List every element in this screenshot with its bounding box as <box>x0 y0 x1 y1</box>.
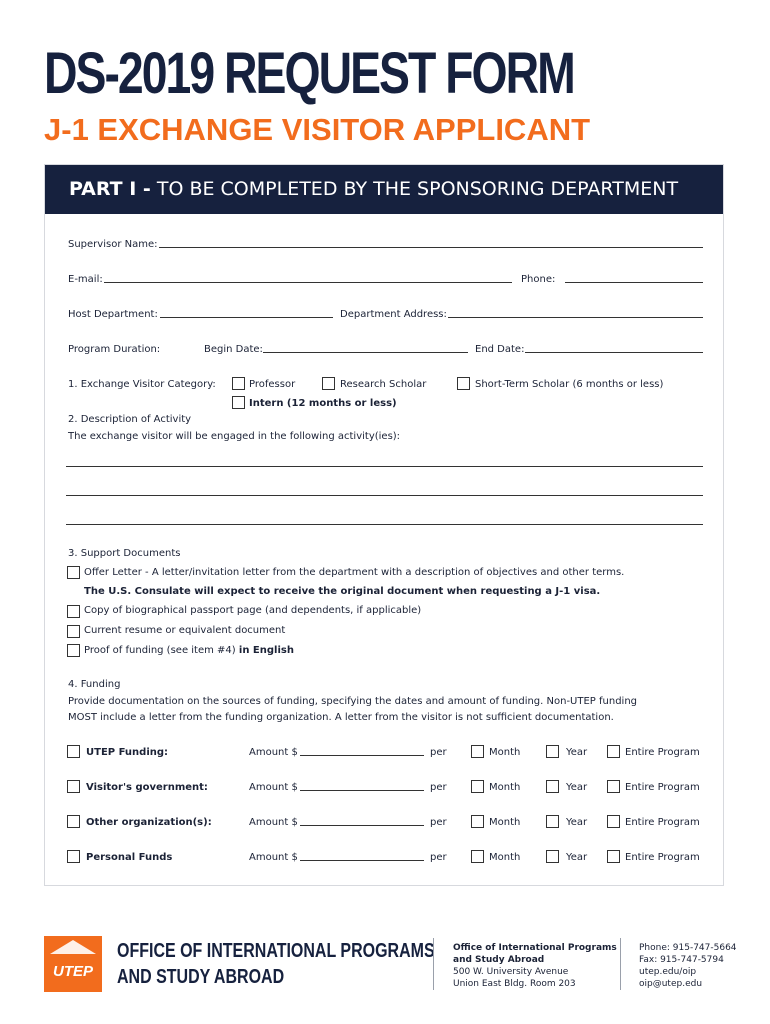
month-label: Month <box>489 747 521 758</box>
address-line-1: Office of International Programs <box>453 943 617 953</box>
short-term-scholar-label: Short-Term Scholar (6 months or less) <box>475 379 664 390</box>
activity-line-1[interactable] <box>66 466 703 467</box>
activity-instructions: The exchange visitor will be engaged in the following activity(ies): <box>68 431 401 442</box>
utep-logo-text: UTEP <box>52 963 94 980</box>
professor-checkbox[interactable] <box>232 377 245 390</box>
footer-fax: Fax: 915-747-5794 <box>639 955 724 965</box>
funding-description-2: MOST include a letter from the funding organization. A letter from the visitor is not sufficient documentation. <box>68 712 614 723</box>
amount-label: Amount $ <box>249 782 298 793</box>
end-date-field[interactable] <box>525 352 703 353</box>
other-organization-year-checkbox[interactable] <box>546 815 559 828</box>
utep-year-checkbox[interactable] <box>546 745 559 758</box>
offer-letter-label: Offer Letter - A letter/invitation letter from the department with a description of objectives and other terms. <box>84 567 625 578</box>
part-number: PART I - <box>69 178 151 200</box>
research-scholar-label: Research Scholar <box>340 379 427 390</box>
footer-contact <box>639 942 737 990</box>
utep-entire-program-checkbox[interactable] <box>607 745 620 758</box>
host-department-field[interactable] <box>160 317 333 318</box>
intern-checkbox[interactable] <box>232 396 245 409</box>
address-line-4: Union East Bldg. Room 203 <box>453 979 576 989</box>
visitor-government-entire-program-checkbox[interactable] <box>607 780 620 793</box>
visitor-government-amount-field[interactable] <box>300 790 424 791</box>
personal-funds-amount-field[interactable] <box>300 860 424 861</box>
department-address-field[interactable] <box>448 317 703 318</box>
year-label: Year <box>566 852 588 863</box>
footer-divider-1 <box>433 938 434 990</box>
footer-divider-2 <box>620 938 621 990</box>
personal-funds-year-checkbox[interactable] <box>546 850 559 863</box>
footer-org-line-2: AND STUDY ABROAD <box>117 966 285 988</box>
footer-org-line-1: OFFICE OF INTERNATIONAL PROGRAMS <box>117 940 435 962</box>
activity-heading: 2. Description of Activity <box>68 414 192 425</box>
form-subtitle: J-1 EXCHANGE VISITOR APPLICANT <box>44 112 591 147</box>
proof-funding-label <box>84 645 294 656</box>
begin-date-field[interactable] <box>263 352 468 353</box>
per-label: per <box>430 782 447 793</box>
year-label: Year <box>566 817 588 828</box>
address-line-3: 500 W. University Avenue <box>453 967 569 977</box>
passport-label: Copy of biographical passport page (and dependents, if applicable) <box>84 605 422 616</box>
other-organization-label: Other organization(s): <box>86 817 212 828</box>
amount-label: Amount $ <box>249 852 298 863</box>
proof-funding-text: Proof of funding (see item #4) <box>84 645 236 656</box>
year-label: Year <box>566 747 588 758</box>
per-label: per <box>430 852 447 863</box>
supervisor-name-label: Supervisor Name: <box>68 239 158 250</box>
offer-letter-checkbox[interactable] <box>67 566 80 579</box>
utep-logo <box>44 936 102 992</box>
supervisor-name-field[interactable] <box>159 247 703 248</box>
intern-label: Intern (12 months or less) <box>249 398 397 409</box>
activity-line-3[interactable] <box>66 524 703 525</box>
part-header <box>45 165 723 214</box>
funding-description-1: Provide documentation on the sources of funding, specifying the dates and amount of funding. Non-UTEP funding <box>68 696 638 707</box>
entire-program-label: Entire Program <box>625 782 700 793</box>
part-description: TO BE COMPLETED BY THE SPONSORING DEPARTMENT <box>156 178 679 200</box>
phone-label: Phone: <box>521 274 556 285</box>
utep-funding-checkbox[interactable] <box>67 745 80 758</box>
month-label: Month <box>489 852 521 863</box>
footer-address <box>453 942 617 990</box>
begin-date-label: Begin Date: <box>204 344 263 355</box>
other-organization-entire-program-checkbox[interactable] <box>607 815 620 828</box>
phone-field[interactable] <box>565 282 703 283</box>
funding-heading: 4. Funding <box>68 679 121 690</box>
entire-program-label: Entire Program <box>625 747 700 758</box>
per-label: per <box>430 817 447 828</box>
amount-label: Amount $ <box>249 747 298 758</box>
amount-label: Amount $ <box>249 817 298 828</box>
activity-line-2[interactable] <box>66 495 703 496</box>
resume-label: Current resume or equivalent document <box>84 625 286 636</box>
department-address-label: Department Address: <box>340 309 447 320</box>
utep-funding-label: UTEP Funding: <box>86 747 169 758</box>
personal-funds-label: Personal Funds <box>86 852 173 863</box>
form-title: DS-2019 REQUEST FORM <box>44 41 574 106</box>
email-label: E-mail: <box>68 274 103 285</box>
personal-funds-entire-program-checkbox[interactable] <box>607 850 620 863</box>
entire-program-label: Entire Program <box>625 817 700 828</box>
year-label: Year <box>566 782 588 793</box>
proof-funding-checkbox[interactable] <box>67 644 80 657</box>
research-scholar-checkbox[interactable] <box>322 377 335 390</box>
visitor-government-label: Visitor's government: <box>86 782 208 793</box>
form-section <box>44 164 724 886</box>
per-label: per <box>430 747 447 758</box>
resume-checkbox[interactable] <box>67 625 80 638</box>
address-line-2: and Study Abroad <box>453 955 545 965</box>
short-term-scholar-checkbox[interactable] <box>457 377 470 390</box>
utep-amount-field[interactable] <box>300 755 424 756</box>
proof-funding-english: in English <box>238 645 294 656</box>
consulate-note: The U.S. Consulate will expect to receive the original document when requesting a J-1 visa. <box>84 586 601 597</box>
month-label: Month <box>489 782 521 793</box>
utep-month-checkbox[interactable] <box>471 745 484 758</box>
category-label: 1. Exchange Visitor Category: <box>68 379 216 390</box>
other-organization-checkbox[interactable] <box>67 815 80 828</box>
entire-program-label: Entire Program <box>625 852 700 863</box>
support-heading: 3. Support Documents <box>68 548 181 559</box>
program-duration-label: Program Duration: <box>68 344 161 355</box>
month-label: Month <box>489 817 521 828</box>
footer-email-link[interactable]: oip@utep.edu <box>639 979 703 989</box>
footer-website-link[interactable]: utep.edu/oip <box>639 967 697 977</box>
host-department-label: Host Department: <box>68 309 158 320</box>
personal-funds-checkbox[interactable] <box>67 850 80 863</box>
other-organization-month-checkbox[interactable] <box>471 815 484 828</box>
other-organization-amount-field[interactable] <box>300 825 424 826</box>
visitor-government-checkbox[interactable] <box>67 780 80 793</box>
personal-funds-month-checkbox[interactable] <box>471 850 484 863</box>
footer-phone: Phone: 915-747-5664 <box>639 943 737 953</box>
end-date-label: End Date: <box>475 344 525 355</box>
visitor-government-month-checkbox[interactable] <box>471 780 484 793</box>
email-field[interactable] <box>104 282 512 283</box>
footer-org-name <box>117 938 435 990</box>
professor-label: Professor <box>249 379 296 390</box>
visitor-government-year-checkbox[interactable] <box>546 780 559 793</box>
passport-checkbox[interactable] <box>67 605 80 618</box>
